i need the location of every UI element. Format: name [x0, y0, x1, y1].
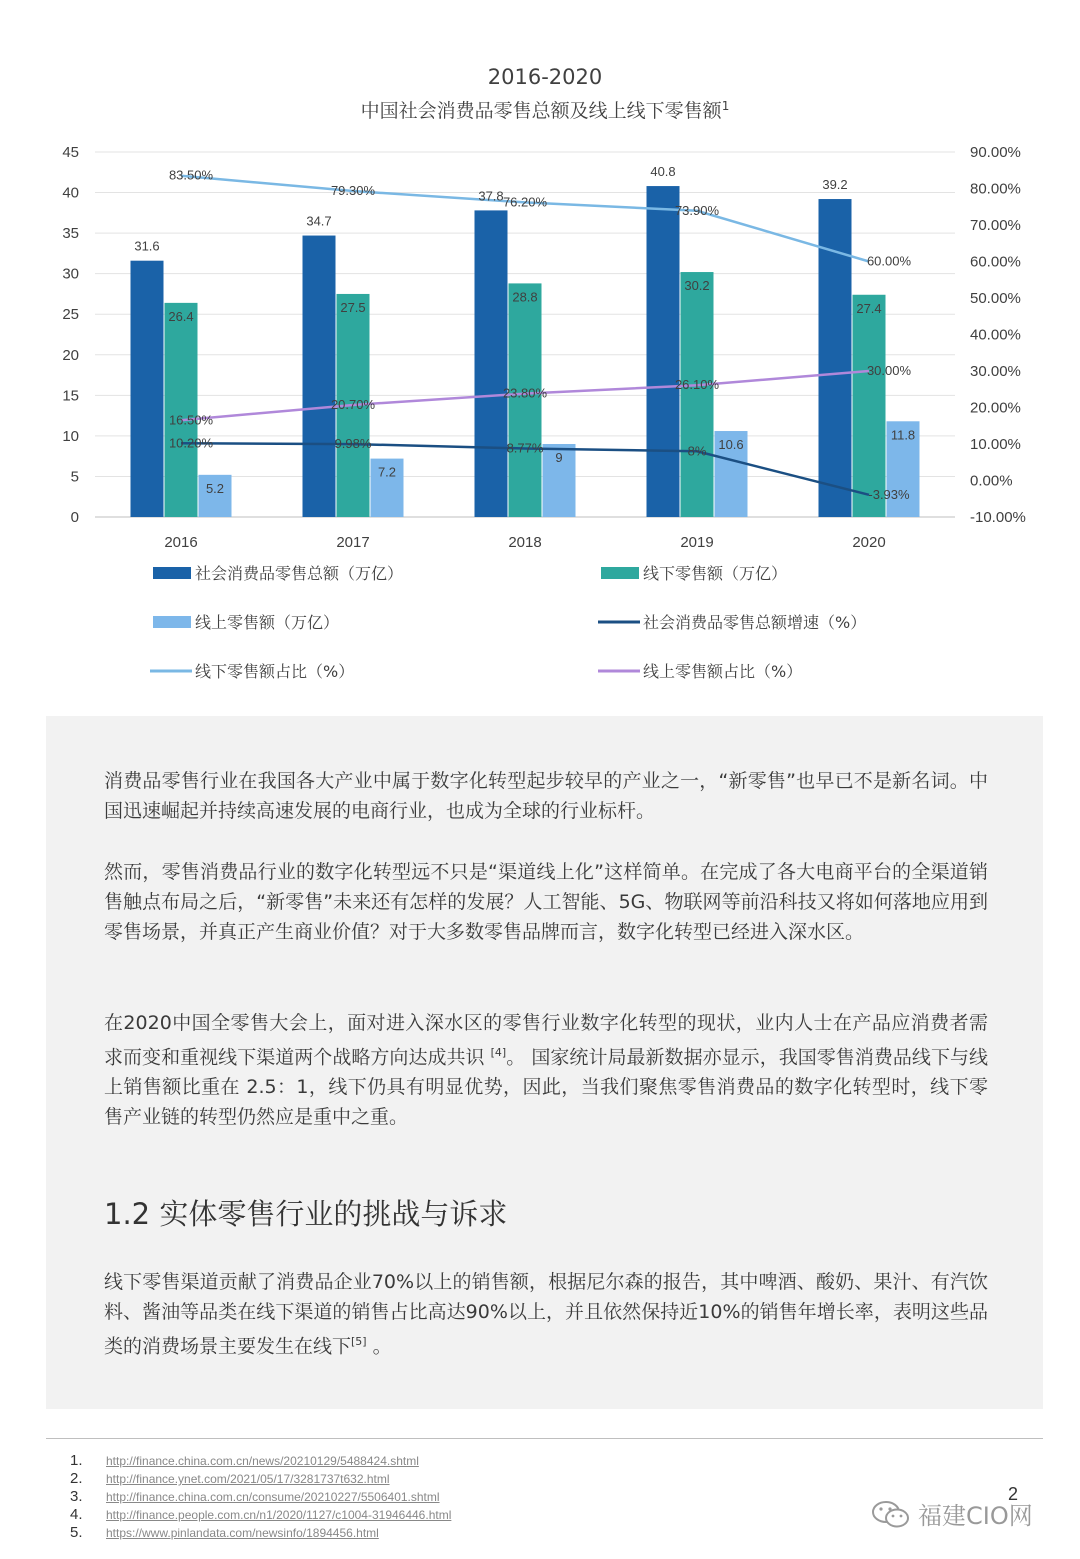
- footnote-number: 2.: [70, 1470, 83, 1487]
- bar-data-label: 40.8: [650, 164, 676, 180]
- footnote-item: [70, 1506, 451, 1524]
- bar: [681, 272, 714, 517]
- bar-data-label: 11.8: [890, 427, 916, 443]
- y-tick-label: 0: [70, 509, 79, 526]
- legend-label: 线上零售额占比（%）: [643, 662, 803, 681]
- footnote-link[interactable]: http://finance.china.com.cn/news/20210129/5488424.shtml: [106, 1454, 419, 1468]
- x-tick-label: 2017: [336, 534, 370, 551]
- y2-tick-label: 50.00%: [970, 290, 1021, 307]
- line-data-label: 60.00%: [866, 253, 912, 269]
- line-data-label: 20.70%: [330, 396, 376, 412]
- line-data-label: 8.77%: [506, 440, 544, 456]
- series-line: [181, 176, 869, 262]
- bar-data-label: 39.2: [822, 177, 848, 193]
- bar-data-label: 10.6: [718, 437, 744, 453]
- y-tick-label: 15: [62, 387, 79, 405]
- footnote-number: 1.: [70, 1452, 83, 1469]
- wechat-icon: [870, 1499, 912, 1529]
- line-data-label: 23.80%: [502, 385, 548, 401]
- watermark: [870, 1496, 1033, 1531]
- y2-tick-label: -10.00%: [970, 509, 1026, 526]
- ref-4[interactable]: [4]: [490, 1046, 507, 1059]
- legend-label: 线下零售额（万亿）: [643, 564, 788, 583]
- paragraph-4: 线下零售渠道贡献了消费品企业70%以上的销售额，根据尼尔森的报告，其中啤酒、酸奶、果汁、有汽饮料、酱油等品类在线下渠道的销售占比高达90%以上，并且依然保持近10%的销售年增长率，表明这些品类的消费场景主要发生在线下[5] 。: [104, 1271, 988, 1358]
- line-data-label: 79.30%: [330, 183, 376, 199]
- legend-label: 线上零售额（万亿）: [195, 613, 340, 632]
- line-data-label: 73.90%: [674, 202, 720, 218]
- bar-data-label: 34.7: [306, 213, 332, 229]
- line-data-label: 16.50%: [168, 412, 214, 428]
- bar: [131, 261, 164, 517]
- bar-data-label: 27.5: [340, 299, 366, 315]
- chart-title: 2016-2020: [487, 65, 603, 89]
- footnote-item: [70, 1470, 451, 1488]
- section-title: 1.2 实体零售行业的挑战与诉求: [104, 1197, 508, 1231]
- y2-tick-label: 30.00%: [970, 363, 1021, 380]
- bar: [853, 295, 886, 517]
- bar-data-label: 27.4: [856, 300, 882, 316]
- bar-data-label: 7.2: [377, 464, 397, 480]
- y-tick-label: 30: [62, 265, 79, 283]
- y2-tick-label: 20.00%: [970, 399, 1021, 417]
- footnote-link[interactable]: http://finance.china.com.cn/consume/20210227/5506401.shtml: [106, 1490, 440, 1504]
- line-data-label: 30.00%: [866, 363, 912, 378]
- line-data-label: 9.98%: [334, 436, 372, 452]
- legend: [150, 564, 866, 681]
- legend-swatch: [153, 567, 191, 579]
- paragraph-2: 然而，零售消费品行业的数字化转型远不只是“渠道线上化”这样简单。在完成了各大电商平台的全渠道销售触点布局之后，“新零售”未来还有怎样的发展？人工智能、5G、物联网等前沿科技又将如何落地应用到零售场景，并真正产生商业价值？对于大多数零售品牌而言，数字化转型已经进入深水区。: [104, 861, 988, 943]
- footnote-item: [70, 1524, 451, 1542]
- footnote-link[interactable]: http://finance.people.com.cn/n1/2020/1127/c1004-31946446.html: [106, 1508, 452, 1522]
- bar: [475, 210, 508, 517]
- line-data-label: 83.50%: [168, 167, 214, 183]
- bar-data-label: 28.8: [512, 289, 538, 305]
- y2-tick-label: 0.00%: [970, 472, 1013, 490]
- y-tick-label: 5: [70, 468, 79, 486]
- y2-tick-label: 80.00%: [970, 180, 1021, 198]
- legend-label: 社会消费品零售总额（万亿）: [195, 564, 404, 583]
- y-tick-label: 35: [62, 225, 79, 243]
- watermark-text: 福建CIO网: [918, 1502, 1033, 1530]
- footnote-number: 5.: [70, 1524, 83, 1541]
- bar: [165, 303, 198, 517]
- ref-5[interactable]: [5]: [351, 1335, 367, 1348]
- y2-tick-label: 90.00%: [970, 144, 1021, 161]
- footnote-link[interactable]: https://www.pinlandata.com/newsinfo/1894456.html: [106, 1526, 379, 1540]
- legend-swatch: [153, 616, 191, 628]
- y-tick-label: 10: [62, 427, 79, 445]
- line-data-label: 26.10%: [674, 377, 720, 393]
- page-number: 2: [1008, 1484, 1019, 1504]
- legend-swatch: [601, 567, 639, 579]
- chart: [0, 0, 1080, 700]
- bar-data-label: 30.2: [684, 278, 710, 294]
- paragraph-3: 在2020中国全零售大会上，面对进入深水区的零售行业数字化转型的现状，业内人士在产品应消费者需求而变和重视线下渠道两个战略方向达成共识 [4]。 国家统计局最新数据亦显示，我国零售消费品线下与线上销售额比重在 2.5：1，线下仍具有明显优势，因此，当我们聚焦零售消费品的数字化转型时，线下零售产业链的转型仍然应是重中之重。: [104, 1012, 989, 1129]
- footnote-item: [70, 1452, 451, 1470]
- legend-label: 社会消费品零售总额增速（%）: [643, 613, 867, 632]
- y2-tick-label: 10.00%: [970, 436, 1021, 453]
- bar-data-label: 37.8: [478, 188, 504, 204]
- y2-tick-label: 40.00%: [970, 326, 1021, 344]
- y-tick-label: 25: [62, 306, 79, 324]
- bar: [303, 236, 336, 517]
- bar-data-label: 31.6: [134, 238, 160, 254]
- y-tick-label: 20: [62, 346, 79, 364]
- footnote-item: [70, 1488, 451, 1506]
- legend-label: 线下零售额占比（%）: [195, 662, 355, 681]
- footnote-divider: [46, 1438, 1043, 1439]
- footnote-link[interactable]: http://finance.ynet.com/2021/05/17/3281737t632.html: [106, 1472, 390, 1486]
- x-tick-label: 2016: [164, 534, 198, 551]
- bar: [647, 186, 680, 517]
- line-data-label: -3.93%: [868, 486, 910, 502]
- footnote-number: 3.: [70, 1488, 83, 1505]
- y-tick-label: 45: [62, 144, 79, 161]
- x-tick-label: 2018: [508, 534, 542, 551]
- bar: [819, 199, 852, 517]
- footnote-number: 4.: [70, 1506, 83, 1523]
- paragraph-1: 消费品零售行业在我国各大产业中属于数字化转型起步较早的产业之一，“新零售”也早已不是新名词。中国迅速崛起并持续高速发展的电商行业，也成为全球的行业标杆。: [104, 770, 988, 822]
- bar-data-label: 5.2: [205, 480, 225, 496]
- footnote-list: [70, 1452, 451, 1542]
- x-tick-label: 2019: [680, 534, 714, 551]
- y2-tick-label: 70.00%: [970, 217, 1021, 234]
- line-data-label: 8%: [687, 443, 707, 459]
- bar-data-label: 26.4: [168, 308, 194, 324]
- x-tick-label: 2020: [852, 534, 886, 551]
- y-tick-label: 40: [62, 184, 79, 202]
- bars: [131, 186, 920, 517]
- line-data-label: 76.20%: [502, 194, 548, 210]
- y2-tick-label: 60.00%: [970, 253, 1021, 271]
- bar-data-label: 9: [555, 450, 563, 465]
- line-data-label: 10.20%: [168, 435, 214, 451]
- chart-subtitle: 中国社会消费品零售总额及线上线下零售额$^1$: [360, 99, 730, 122]
